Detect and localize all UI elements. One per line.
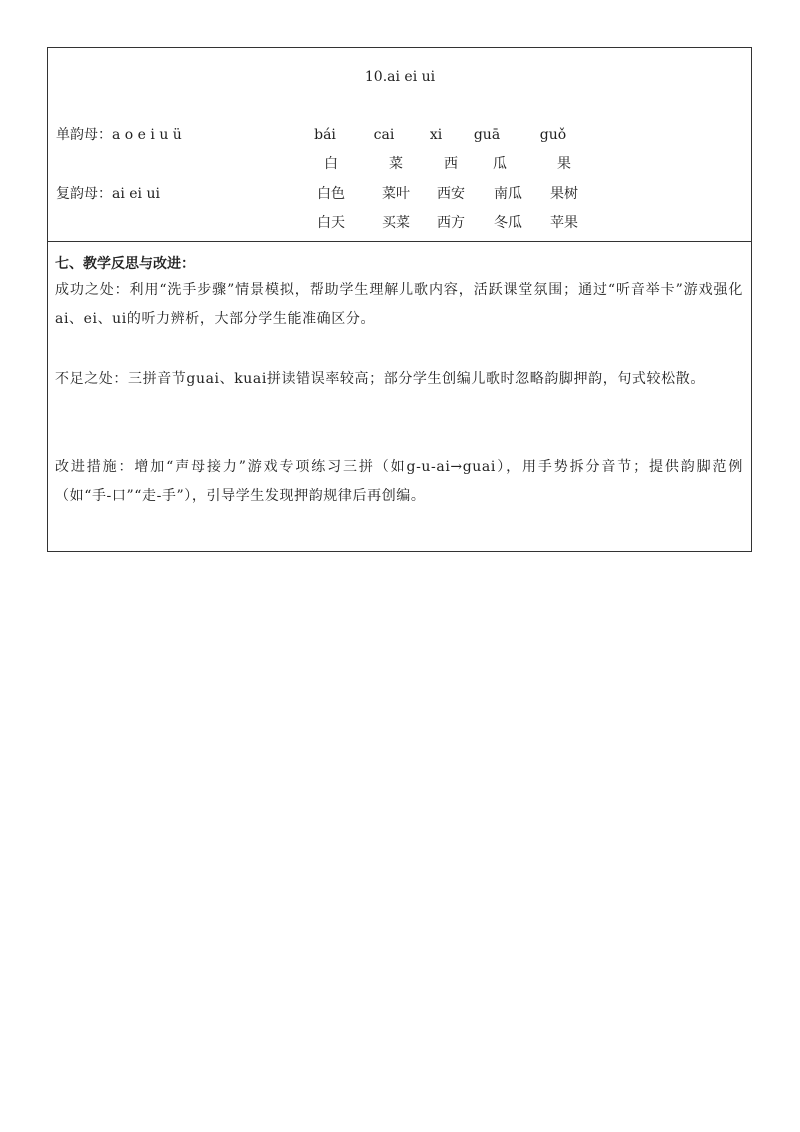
single-finals-label: 单韵母：a o e i u ü xyxy=(56,127,182,143)
reflection-cell xyxy=(48,241,751,551)
pinyin-guo: guǒ xyxy=(539,127,567,143)
char-cai: 菜 xyxy=(389,156,403,172)
char-gua: 瓜 xyxy=(493,156,507,172)
word-baise: 白色 xyxy=(317,186,345,202)
word-maicai: 买菜 xyxy=(382,215,410,231)
pinyin-gua: guā xyxy=(473,127,501,143)
pinyin-cai: cai xyxy=(373,127,395,143)
word-donggua: 冬瓜 xyxy=(494,215,522,231)
lesson-title: 10.ai ei ui xyxy=(364,69,436,85)
word-xifang: 西方 xyxy=(437,215,465,231)
word-baitian: 白天 xyxy=(317,215,345,231)
pinyin-bai: bái xyxy=(314,127,336,143)
compound-finals-label: 复韵母：ai ei ui xyxy=(56,186,160,202)
pinyin-xi: xi xyxy=(429,127,443,143)
improvement-paragraph: 改进措施：增加“声母接力”游戏专项练习三拼（如g-u-ai→guai），用手势拆分音节；提供韵脚范例（如“手-口”“走-手”），引导学生发现押韵规律后再创编。 xyxy=(55,459,743,504)
word-guoshu: 果树 xyxy=(550,186,578,202)
char-bai: 白 xyxy=(324,156,338,172)
success-paragraph: 成功之处：利用“洗手步骤”情景模拟，帮助学生理解儿歌内容，活跃课堂氛围；通过“听音举卡”游戏强化ai、ei、ui的听力辨析，大部分学生能准确区分。 xyxy=(55,282,743,327)
word-xian: 西安 xyxy=(437,186,465,202)
blackboard-design-cell xyxy=(48,48,751,242)
char-xi: 西 xyxy=(444,156,458,172)
char-guo: 果 xyxy=(557,156,571,172)
word-nangua: 南瓜 xyxy=(494,186,522,202)
word-pingguo: 苹果 xyxy=(550,215,578,231)
shortcoming-paragraph: 不足之处：三拼音节guai、kuai拼读错误率较高；部分学生创编儿歌时忽略韵脚押韵，句式较松散。 xyxy=(55,371,705,387)
word-caiye: 菜叶 xyxy=(382,186,410,202)
reflection-heading: 七、教学反思与改进： xyxy=(55,256,195,272)
lesson-table xyxy=(47,47,752,552)
